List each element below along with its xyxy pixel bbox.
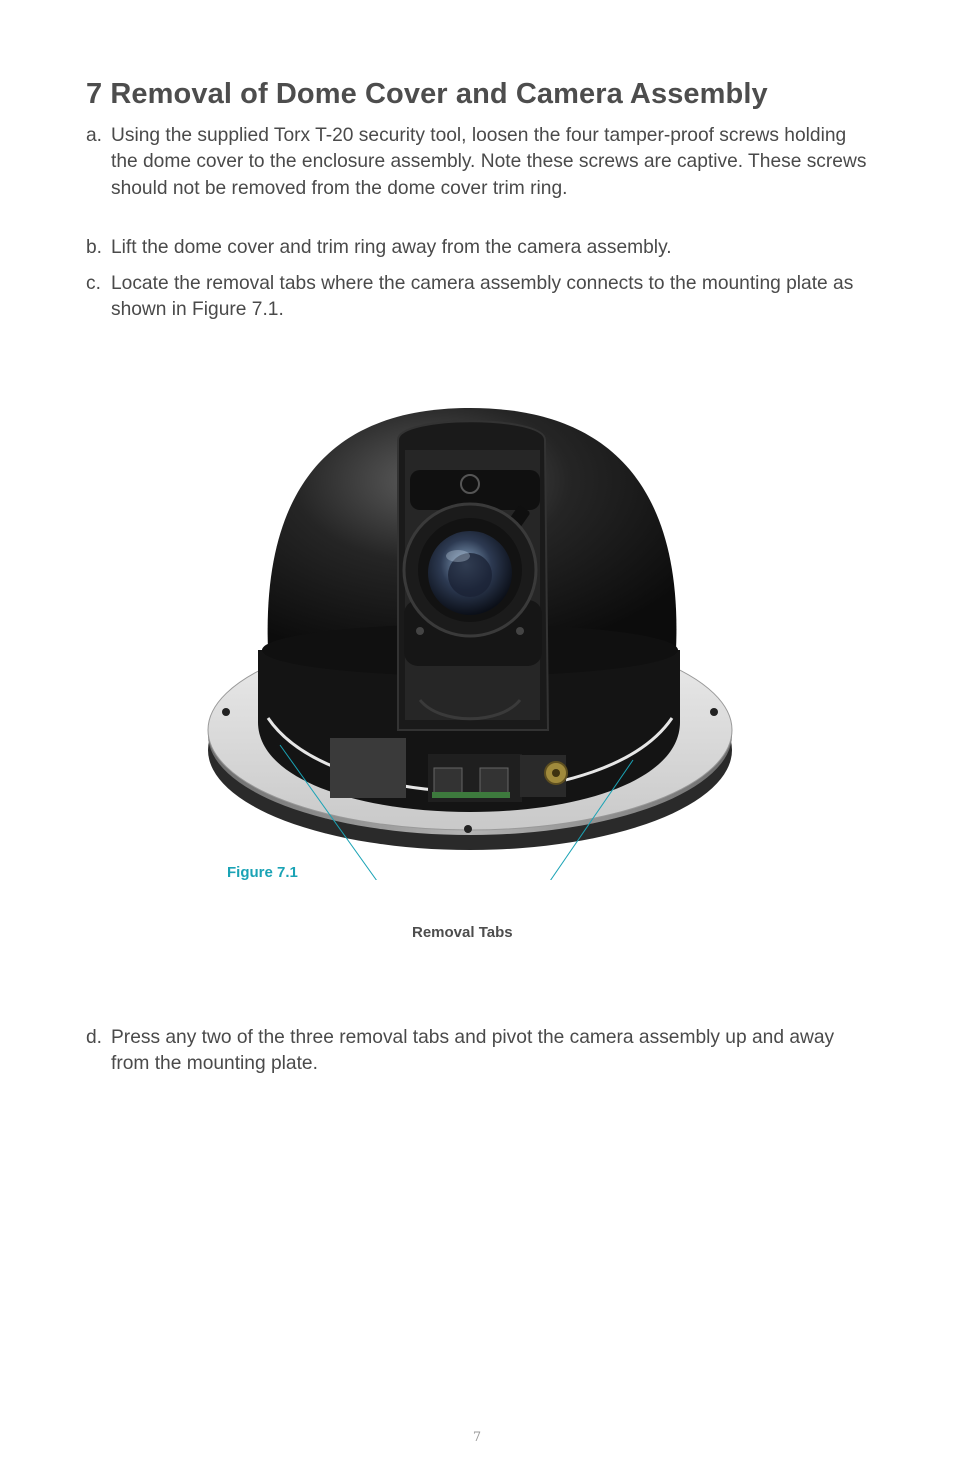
step-d [86, 1025, 876, 1078]
step-letter: d. [86, 1027, 103, 1048]
step-letter: b. [86, 237, 103, 258]
step-text: Locate the removal tabs where the camera assembly connects to the mounting plate as shown in Figure 7.1. [111, 273, 854, 321]
step-text: Lift the dome cover and trim ring away from the camera assembly. [111, 237, 672, 258]
removal-tabs-label: Removal Tabs [412, 924, 513, 941]
step-b [86, 235, 876, 261]
camera-module [398, 421, 548, 730]
step-text: Press any two of the three removal tabs and pivot the camera assembly up and away from the mounting plate. [111, 1027, 835, 1075]
figure-caption: Figure 7.1 [227, 864, 298, 881]
step-letter: a. [86, 125, 103, 146]
page-number: 7 [472, 1430, 482, 1445]
dome-camera-illustration [0, 380, 954, 880]
step-text: Using the supplied Torx T-20 security tool, loosen the four tamper-proof screws holding the dome cover to the enclosure assembly. Note these screws are captive. These screws should not be removed from the dome cover trim ring. [111, 125, 867, 199]
section-heading: 7 Removal of Dome Cover and Camera Assembly [86, 78, 768, 110]
step-letter: c. [86, 273, 101, 294]
step-c [86, 271, 876, 324]
step-a [86, 123, 876, 202]
